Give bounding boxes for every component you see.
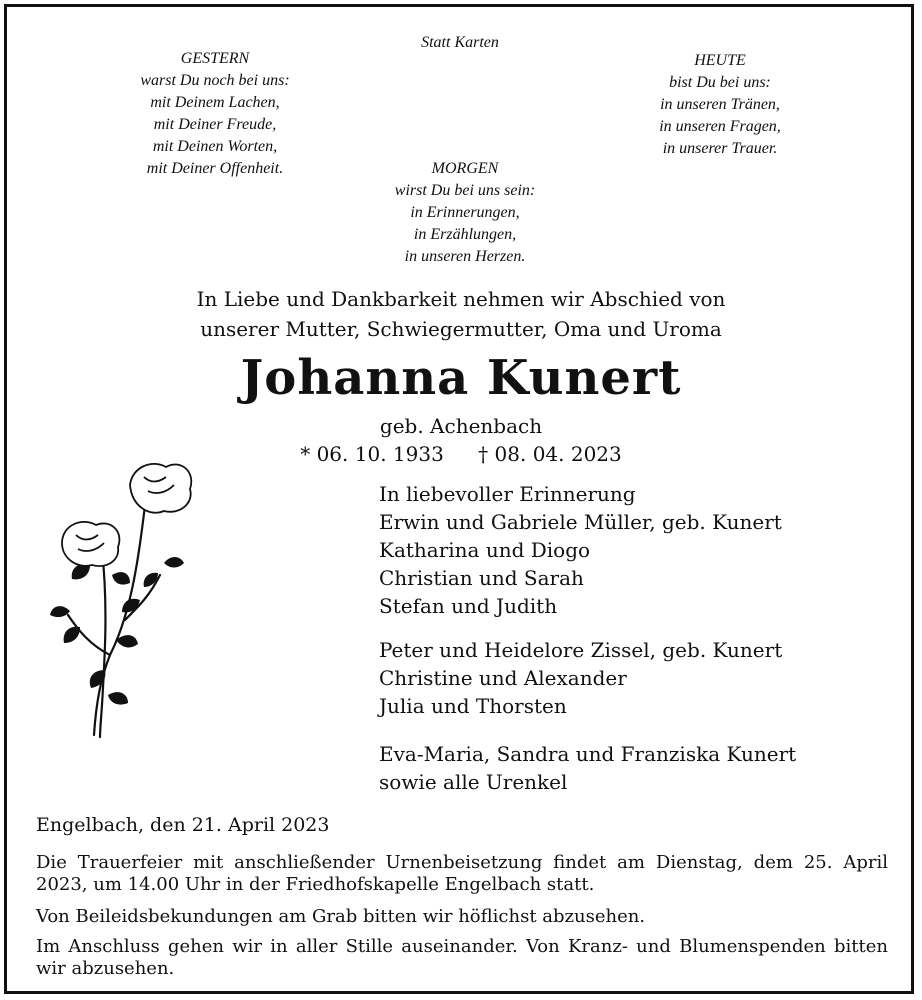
family-line: Christine und Alexander	[379, 666, 627, 690]
poem-line: mit Deinen Worten,	[152, 138, 278, 155]
intro-line-1: In Liebe und Dankbarkeit nehmen wir Abschied von	[196, 287, 726, 311]
poem-line: in Erinnerungen,	[410, 204, 520, 221]
poem-heading: HEUTE	[694, 52, 746, 69]
poem-line: in unserer Trauer.	[662, 140, 778, 157]
rose-icon	[50, 455, 200, 745]
poem-line: in Erzählungen,	[413, 226, 517, 243]
poem-line: warst Du noch bei uns:	[140, 72, 290, 89]
poem-line: mit Deiner Offenheit.	[146, 160, 284, 177]
birth-name: geb. Achenbach	[379, 414, 543, 438]
condolence-note: Von Beileidsbekundungen am Grab bitten wir höflichst abzusehen.	[36, 906, 646, 927]
family-line: Christian und Sarah	[379, 566, 584, 590]
family-line: Julia und Thorsten	[379, 694, 567, 718]
poem-line: mit Deiner Freude,	[153, 116, 277, 133]
death-date: † 08. 04. 2023	[478, 442, 622, 466]
family-line: In liebevoller Erinnerung	[379, 482, 636, 506]
family-line: Stefan und Judith	[379, 594, 558, 618]
family-line: sowie alle Urenkel	[379, 770, 568, 794]
flowers-note: Im Anschluss gehen wir in aller Stille auseinander. Von Kranz- und Blumenspenden bitten wir abzusehen.	[36, 936, 888, 979]
poem-heading: MORGEN	[431, 160, 499, 177]
family-line: Peter und Heidelore Zissel, geb. Kunert	[379, 638, 783, 662]
poem-line: bist Du bei uns:	[669, 74, 771, 91]
birth-date: * 06. 10. 1933	[300, 442, 444, 466]
statt-karten-label: Statt Karten	[421, 34, 499, 51]
poem-line: mit Deinem Lachen,	[150, 94, 280, 111]
poem-line: wirst Du bei uns sein:	[394, 182, 536, 199]
family-line: Katharina und Diogo	[379, 538, 591, 562]
family-line: Erwin und Gabriele Müller, geb. Kunert	[379, 510, 782, 534]
place-date: Engelbach, den 21. April 2023	[36, 814, 330, 836]
poem-gestern	[90, 48, 340, 180]
family-line: Eva-Maria, Sandra und Franziska Kunert	[379, 742, 797, 766]
poem-morgen	[340, 158, 590, 268]
intro-line-2: unserer Mutter, Schwiegermutter, Oma und Uroma	[200, 317, 722, 341]
poem-line: in unseren Fragen,	[659, 118, 781, 135]
deceased-name: Johanna Kunert	[240, 350, 682, 406]
poem-line: in unseren Herzen.	[404, 248, 526, 265]
poem-heading: GESTERN	[180, 50, 250, 67]
family-group-1	[379, 480, 782, 620]
funeral-info: Die Trauerfeier mit anschließender Urnenbeisetzung findet am Dienstag, dem 25. April 2023, um 14.00 Uhr in der Friedhofskapelle Engelbach statt.	[36, 852, 888, 895]
poem-heute	[600, 50, 840, 160]
family-group-3	[379, 740, 796, 796]
poem-line: in unseren Tränen,	[660, 96, 780, 113]
family-group-2	[379, 636, 782, 720]
